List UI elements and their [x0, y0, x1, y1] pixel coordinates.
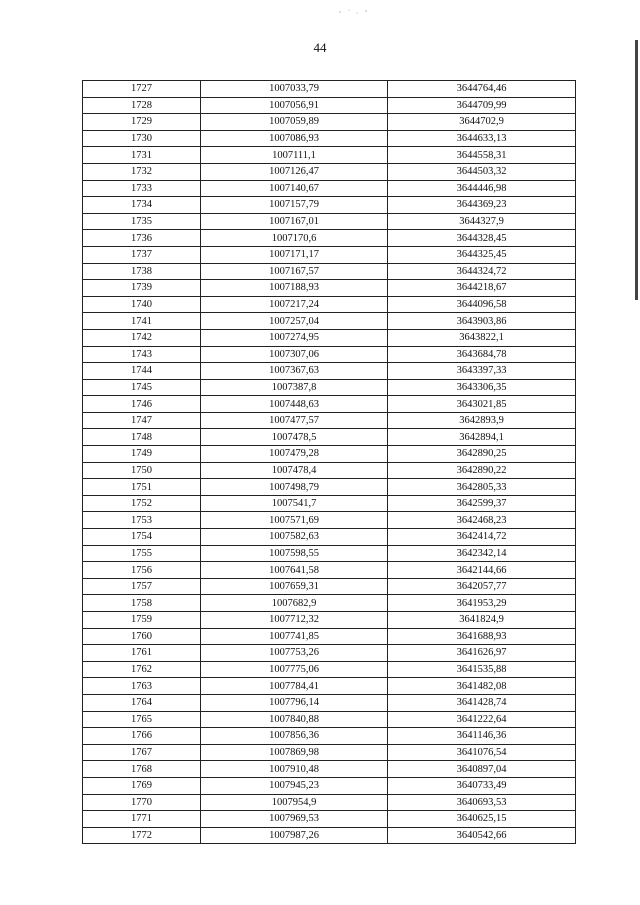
scan-border-artifact — [635, 40, 638, 300]
x-coordinate-cell: 1007498,79 — [201, 479, 388, 496]
y-coordinate-cell: 3644218,67 — [388, 280, 576, 297]
table-row — [83, 296, 576, 313]
x-coordinate-cell: 1007479,28 — [201, 446, 388, 463]
x-coordinate-cell: 1007033,79 — [201, 81, 388, 98]
point-number-cell: 1766 — [83, 728, 201, 745]
point-number-cell: 1771 — [83, 811, 201, 828]
table-row — [83, 329, 576, 346]
x-coordinate-cell: 1007167,01 — [201, 213, 388, 230]
table-row — [83, 114, 576, 131]
x-coordinate-cell: 1007367,63 — [201, 363, 388, 380]
x-coordinate-cell: 1007448,63 — [201, 396, 388, 413]
y-coordinate-cell: 3644324,72 — [388, 263, 576, 280]
table-row — [83, 446, 576, 463]
point-number-cell: 1745 — [83, 379, 201, 396]
x-coordinate-cell: 1007387,8 — [201, 379, 388, 396]
scan-artifact — [335, 4, 375, 14]
y-coordinate-cell: 3642893,9 — [388, 412, 576, 429]
point-number-cell: 1736 — [83, 230, 201, 247]
point-number-cell: 1756 — [83, 562, 201, 579]
y-coordinate-cell: 3642414,72 — [388, 529, 576, 546]
y-coordinate-cell: 3643021,85 — [388, 396, 576, 413]
table-row — [83, 761, 576, 778]
point-number-cell: 1764 — [83, 694, 201, 711]
point-number-cell: 1744 — [83, 363, 201, 380]
table-row — [83, 263, 576, 280]
table-row — [83, 661, 576, 678]
y-coordinate-cell: 3644702,9 — [388, 114, 576, 131]
point-number-cell: 1733 — [83, 180, 201, 197]
point-number-cell: 1735 — [83, 213, 201, 230]
point-number-cell: 1748 — [83, 429, 201, 446]
y-coordinate-cell: 3644446,98 — [388, 180, 576, 197]
x-coordinate-cell: 1007111,1 — [201, 147, 388, 164]
point-number-cell: 1742 — [83, 329, 201, 346]
x-coordinate-cell: 1007987,26 — [201, 827, 388, 844]
table-row — [83, 495, 576, 512]
y-coordinate-cell: 3643306,35 — [388, 379, 576, 396]
point-number-cell: 1760 — [83, 628, 201, 645]
point-number-cell: 1758 — [83, 595, 201, 612]
x-coordinate-cell: 1007945,23 — [201, 777, 388, 794]
y-coordinate-cell: 3642057,77 — [388, 578, 576, 595]
point-number-cell: 1765 — [83, 711, 201, 728]
table-row — [83, 612, 576, 629]
table-row — [83, 213, 576, 230]
x-coordinate-cell: 1007140,67 — [201, 180, 388, 197]
y-coordinate-cell: 3641824,9 — [388, 612, 576, 629]
table-row — [83, 230, 576, 247]
y-coordinate-cell: 3644633,13 — [388, 130, 576, 147]
point-number-cell: 1738 — [83, 263, 201, 280]
point-number-cell: 1741 — [83, 313, 201, 330]
table-row — [83, 645, 576, 662]
table-row — [83, 130, 576, 147]
point-number-cell: 1772 — [83, 827, 201, 844]
y-coordinate-cell: 3644709,99 — [388, 97, 576, 114]
y-coordinate-cell: 3640542,66 — [388, 827, 576, 844]
x-coordinate-cell: 1007784,41 — [201, 678, 388, 695]
point-number-cell: 1739 — [83, 280, 201, 297]
x-coordinate-cell: 1007969,53 — [201, 811, 388, 828]
point-number-cell: 1757 — [83, 578, 201, 595]
point-number-cell: 1737 — [83, 246, 201, 263]
coordinates-table-body — [83, 81, 576, 844]
table-row — [83, 379, 576, 396]
point-number-cell: 1750 — [83, 462, 201, 479]
table-row — [83, 479, 576, 496]
x-coordinate-cell: 1007056,91 — [201, 97, 388, 114]
x-coordinate-cell: 1007775,06 — [201, 661, 388, 678]
x-coordinate-cell: 1007869,98 — [201, 744, 388, 761]
x-coordinate-cell: 1007157,79 — [201, 197, 388, 214]
y-coordinate-cell: 3644558,31 — [388, 147, 576, 164]
point-number-cell: 1769 — [83, 777, 201, 794]
point-number-cell: 1727 — [83, 81, 201, 98]
y-coordinate-cell: 3643397,33 — [388, 363, 576, 380]
y-coordinate-cell: 3641535,88 — [388, 661, 576, 678]
point-number-cell: 1761 — [83, 645, 201, 662]
y-coordinate-cell: 3644503,32 — [388, 163, 576, 180]
y-coordinate-cell: 3642342,14 — [388, 545, 576, 562]
y-coordinate-cell: 3640733,49 — [388, 777, 576, 794]
coordinates-table — [82, 80, 576, 844]
table-row — [83, 694, 576, 711]
x-coordinate-cell: 1007712,32 — [201, 612, 388, 629]
x-coordinate-cell: 1007217,24 — [201, 296, 388, 313]
x-coordinate-cell: 1007188,93 — [201, 280, 388, 297]
x-coordinate-cell: 1007167,57 — [201, 263, 388, 280]
table-row — [83, 197, 576, 214]
point-number-cell: 1732 — [83, 163, 201, 180]
x-coordinate-cell: 1007641,58 — [201, 562, 388, 579]
point-number-cell: 1770 — [83, 794, 201, 811]
y-coordinate-cell: 3643822,1 — [388, 329, 576, 346]
table-row — [83, 545, 576, 562]
point-number-cell: 1752 — [83, 495, 201, 512]
y-coordinate-cell: 3640897,04 — [388, 761, 576, 778]
table-row — [83, 97, 576, 114]
x-coordinate-cell: 1007582,63 — [201, 529, 388, 546]
x-coordinate-cell: 1007059,89 — [201, 114, 388, 131]
y-coordinate-cell: 3644369,23 — [388, 197, 576, 214]
x-coordinate-cell: 1007682,9 — [201, 595, 388, 612]
y-coordinate-cell: 3643903,86 — [388, 313, 576, 330]
table-row — [83, 81, 576, 98]
table-row — [83, 711, 576, 728]
x-coordinate-cell: 1007659,31 — [201, 578, 388, 595]
page-number: 44 — [313, 40, 327, 55]
table-row — [83, 728, 576, 745]
y-coordinate-cell: 3641146,36 — [388, 728, 576, 745]
x-coordinate-cell: 1007753,26 — [201, 645, 388, 662]
y-coordinate-cell: 3641482,08 — [388, 678, 576, 695]
y-coordinate-cell: 3640693,53 — [388, 794, 576, 811]
y-coordinate-cell: 3642599,37 — [388, 495, 576, 512]
y-coordinate-cell: 3641626,97 — [388, 645, 576, 662]
y-coordinate-cell: 3642468,23 — [388, 512, 576, 529]
table-row — [83, 628, 576, 645]
x-coordinate-cell: 1007257,04 — [201, 313, 388, 330]
x-coordinate-cell: 1007170,6 — [201, 230, 388, 247]
x-coordinate-cell: 1007478,4 — [201, 462, 388, 479]
point-number-cell: 1767 — [83, 744, 201, 761]
table-row — [83, 744, 576, 761]
table-row — [83, 794, 576, 811]
x-coordinate-cell: 1007477,57 — [201, 412, 388, 429]
point-number-cell: 1762 — [83, 661, 201, 678]
y-coordinate-cell: 3642890,25 — [388, 446, 576, 463]
table-row — [83, 462, 576, 479]
table-row — [83, 396, 576, 413]
y-coordinate-cell: 3642894,1 — [388, 429, 576, 446]
y-coordinate-cell: 3642144,66 — [388, 562, 576, 579]
x-coordinate-cell: 1007274,95 — [201, 329, 388, 346]
y-coordinate-cell: 3640625,15 — [388, 811, 576, 828]
point-number-cell: 1753 — [83, 512, 201, 529]
y-coordinate-cell: 3641222,64 — [388, 711, 576, 728]
table-row — [83, 827, 576, 844]
point-number-cell: 1749 — [83, 446, 201, 463]
table-row — [83, 678, 576, 695]
point-number-cell: 1768 — [83, 761, 201, 778]
x-coordinate-cell: 1007086,93 — [201, 130, 388, 147]
point-number-cell: 1759 — [83, 612, 201, 629]
y-coordinate-cell: 3641428,74 — [388, 694, 576, 711]
y-coordinate-cell: 3642805,33 — [388, 479, 576, 496]
x-coordinate-cell: 1007741,85 — [201, 628, 388, 645]
table-row — [83, 313, 576, 330]
y-coordinate-cell: 3641076,54 — [388, 744, 576, 761]
y-coordinate-cell: 3643684,78 — [388, 346, 576, 363]
x-coordinate-cell: 1007126,47 — [201, 163, 388, 180]
table-row — [83, 777, 576, 794]
x-coordinate-cell: 1007954,9 — [201, 794, 388, 811]
y-coordinate-cell: 3641953,29 — [388, 595, 576, 612]
table-row — [83, 595, 576, 612]
table-row — [83, 811, 576, 828]
y-coordinate-cell: 3644764,46 — [388, 81, 576, 98]
x-coordinate-cell: 1007796,14 — [201, 694, 388, 711]
table-row — [83, 147, 576, 164]
point-number-cell: 1751 — [83, 479, 201, 496]
table-row — [83, 512, 576, 529]
table-row — [83, 578, 576, 595]
point-number-cell: 1734 — [83, 197, 201, 214]
table-row — [83, 180, 576, 197]
table-row — [83, 363, 576, 380]
table-row — [83, 429, 576, 446]
point-number-cell: 1740 — [83, 296, 201, 313]
y-coordinate-cell: 3644328,45 — [388, 230, 576, 247]
x-coordinate-cell: 1007171,17 — [201, 246, 388, 263]
table-row — [83, 412, 576, 429]
y-coordinate-cell: 3644325,45 — [388, 246, 576, 263]
point-number-cell: 1746 — [83, 396, 201, 413]
point-number-cell: 1755 — [83, 545, 201, 562]
point-number-cell: 1728 — [83, 97, 201, 114]
table-row — [83, 562, 576, 579]
point-number-cell: 1754 — [83, 529, 201, 546]
table-row — [83, 529, 576, 546]
table-row — [83, 346, 576, 363]
x-coordinate-cell: 1007598,55 — [201, 545, 388, 562]
x-coordinate-cell: 1007571,69 — [201, 512, 388, 529]
x-coordinate-cell: 1007856,36 — [201, 728, 388, 745]
point-number-cell: 1730 — [83, 130, 201, 147]
point-number-cell: 1729 — [83, 114, 201, 131]
table-row — [83, 246, 576, 263]
table-row — [83, 280, 576, 297]
y-coordinate-cell: 3642890,22 — [388, 462, 576, 479]
x-coordinate-cell: 1007307,06 — [201, 346, 388, 363]
y-coordinate-cell: 3644327,9 — [388, 213, 576, 230]
x-coordinate-cell: 1007910,48 — [201, 761, 388, 778]
point-number-cell: 1747 — [83, 412, 201, 429]
x-coordinate-cell: 1007478,5 — [201, 429, 388, 446]
table-row — [83, 163, 576, 180]
point-number-cell: 1763 — [83, 678, 201, 695]
y-coordinate-cell: 3641688,93 — [388, 628, 576, 645]
y-coordinate-cell: 3644096,58 — [388, 296, 576, 313]
point-number-cell: 1731 — [83, 147, 201, 164]
x-coordinate-cell: 1007541,7 — [201, 495, 388, 512]
x-coordinate-cell: 1007840,88 — [201, 711, 388, 728]
point-number-cell: 1743 — [83, 346, 201, 363]
